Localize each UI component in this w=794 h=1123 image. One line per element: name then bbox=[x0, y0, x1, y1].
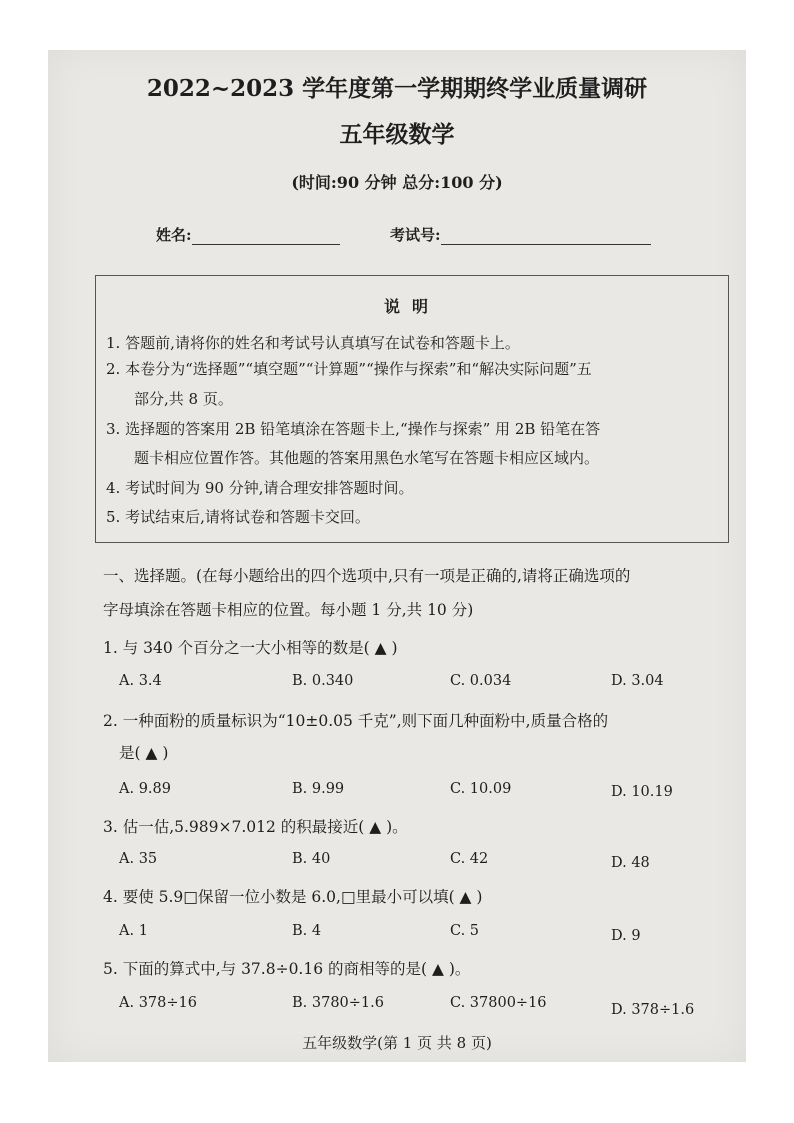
instruction-item: 题卡相应位置作答。其他题的答案用黑色水笔写在答题卡相应区域内。 bbox=[134, 449, 600, 467]
section-heading-continued: 字母填涂在答题卡相应的位置。每小题 1 分,共 10 分) bbox=[103, 601, 474, 619]
question-1-option-a: A. 3.4 bbox=[119, 673, 162, 689]
exam-title: 2022~2023 学年度第一学期期终学业质量调研 bbox=[146, 75, 648, 102]
question-1: 1. 与 340 个百分之一大小相等的数是( ▲ ) bbox=[103, 639, 398, 657]
question-5-option-d: D. 378÷1.6 bbox=[611, 1002, 695, 1018]
instruction-item: 5. 考试结束后,请将试卷和答题卡交回。 bbox=[106, 508, 370, 526]
instruction-item: 3. 选择题的答案用 2B 铅笔填涂在答题卡上,“操作与探索” 用 2B 铅笔在答 bbox=[106, 420, 601, 438]
question-2-option-a: A. 9.89 bbox=[119, 781, 171, 797]
exam-number-field bbox=[390, 224, 651, 245]
question-3-option-c: C. 42 bbox=[450, 851, 489, 867]
question-3-option-a: A. 35 bbox=[119, 851, 158, 867]
question-4-option-b: B. 4 bbox=[292, 923, 322, 939]
question-1-option-d: D. 3.04 bbox=[611, 673, 664, 689]
question-5-option-b: B. 3780÷1.6 bbox=[292, 995, 384, 1011]
exam-number-blank-line bbox=[441, 228, 651, 245]
question-2: 2. 一种面粉的质量标识为“10±0.05 千克”,则下面几种面粉中,质量合格的 bbox=[103, 712, 609, 730]
question-4-option-a: A. 1 bbox=[119, 923, 148, 939]
exam-paper bbox=[48, 50, 746, 1062]
name-label: 姓名: bbox=[156, 226, 192, 244]
page-footer: 五年级数学(第 1 页 共 8 页) bbox=[302, 1034, 492, 1052]
question-3-option-b: B. 40 bbox=[292, 851, 331, 867]
instructions-box bbox=[95, 275, 729, 543]
instruction-item: 2. 本卷分为“选择题”“填空题”“计算题”“操作与探索”和“解决实际问题”五 bbox=[106, 360, 592, 378]
instruction-item: 部分,共 8 页。 bbox=[134, 390, 233, 408]
name-field bbox=[156, 224, 340, 245]
question-5-option-a: A. 378÷16 bbox=[119, 995, 197, 1011]
question-2-continued: 是( ▲ ) bbox=[119, 744, 169, 762]
time-and-score-info: (时间:90 分钟 总分:100 分) bbox=[291, 173, 503, 192]
name-blank-line bbox=[192, 228, 340, 245]
question-3-option-d: D. 48 bbox=[611, 855, 650, 871]
question-2-option-c: C. 10.09 bbox=[450, 781, 512, 797]
question-2-option-d: D. 10.19 bbox=[611, 784, 673, 800]
question-1-option-c: C. 0.034 bbox=[450, 673, 512, 689]
question-4-option-c: C. 5 bbox=[450, 923, 480, 939]
question-5: 5. 下面的算式中,与 37.8÷0.16 的商相等的是( ▲ )。 bbox=[103, 960, 471, 978]
question-4-option-d: D. 9 bbox=[611, 928, 641, 944]
section-heading: 一、选择题。(在每小题给出的四个选项中,只有一项是正确的,请将正确选项的 bbox=[103, 567, 631, 585]
instruction-item: 4. 考试时间为 90 分钟,请合理安排答题时间。 bbox=[106, 479, 414, 497]
instructions-title: 说明 bbox=[383, 297, 440, 316]
question-3: 3. 估一估,5.989×7.012 的积最接近( ▲ )。 bbox=[103, 818, 408, 836]
question-1-option-b: B. 0.340 bbox=[292, 673, 354, 689]
question-5-option-c: C. 37800÷16 bbox=[450, 995, 547, 1011]
exam-subtitle: 五年级数学 bbox=[339, 121, 455, 148]
exam-number-label: 考试号: bbox=[390, 226, 441, 244]
question-2-option-b: B. 9.99 bbox=[292, 781, 345, 797]
question-4: 4. 要使 5.9□保留一位小数是 6.0,□里最小可以填( ▲ ) bbox=[103, 888, 483, 906]
instruction-item: 1. 答题前,请将你的姓名和考试号认真填写在试卷和答题卡上。 bbox=[106, 334, 520, 352]
